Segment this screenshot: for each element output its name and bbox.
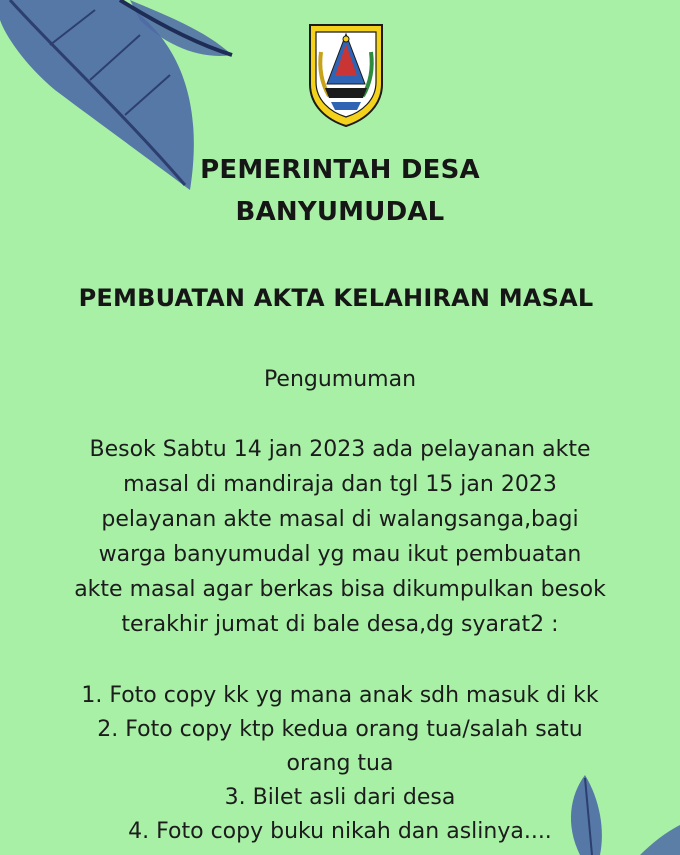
list-item: 3. Bilet asli dari desa — [224, 785, 456, 810]
announcement-label: Pengumuman — [263, 367, 417, 392]
page-subtitle: PEMBUATAN AKTA KELAHIRAN MASAL — [78, 284, 594, 312]
body-line: terakhir jumat di bale desa,dg syarat2 : — [121, 612, 559, 637]
page-title-line-2: BANYUMUDAL — [235, 197, 445, 227]
body-line: Besok Sabtu 14 jan 2023 ada pelayanan akte — [89, 437, 591, 462]
body-line: masal di mandiraja dan tgl 15 jan 2023 — [123, 472, 557, 497]
announcement-body — [20, 432, 660, 642]
list-item: orang tua — [286, 751, 394, 776]
list-item: 1. Foto copy kk yg mana anak sdh masuk di kk — [81, 683, 599, 708]
list-item: 4. Foto copy buku nikah dan aslinya.... — [128, 819, 552, 844]
requirements-list — [20, 679, 660, 849]
list-item: 2. Foto copy ktp kedua orang tua/salah satu — [97, 717, 583, 742]
page-title-line-1: PEMERINTAH DESA — [200, 155, 480, 185]
body-line: warga banyumudal yg mau ikut pembuatan — [98, 542, 582, 567]
body-line: pelayanan akte masal di walangsanga,bagi — [101, 507, 579, 532]
regency-coat-of-arms-icon — [307, 22, 385, 128]
body-line: akte masal agar berkas bisa dikumpulkan besok — [74, 577, 606, 602]
